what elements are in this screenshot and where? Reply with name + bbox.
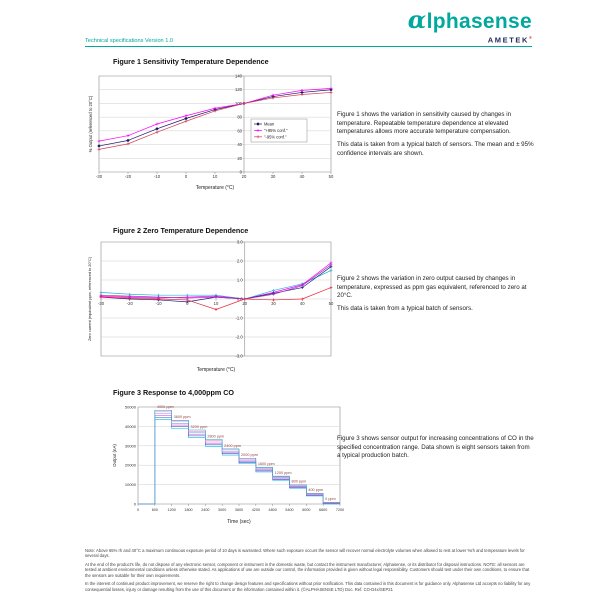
svg-text:-20: -20	[126, 301, 133, 307]
svg-text:0: 0	[239, 169, 242, 175]
svg-text:3200 ppm: 3200 ppm	[190, 424, 208, 429]
svg-text:1200: 1200	[167, 508, 176, 512]
svg-text:1800: 1800	[184, 508, 193, 512]
figure2-description	[337, 275, 534, 318]
document-version-label: Technical specifications Version 1.0	[85, 38, 173, 44]
svg-text:2400: 2400	[201, 508, 210, 512]
svg-text:40000: 40000	[124, 423, 136, 429]
svg-text:"+95% conf.": "+95% conf."	[264, 127, 288, 133]
svg-text:0.0: 0.0	[236, 296, 243, 302]
svg-text:-3.0: -3.0	[235, 353, 243, 359]
svg-text:2400 ppm: 2400 ppm	[224, 443, 242, 448]
brand-wordmark: lphasense	[426, 10, 532, 33]
svg-text:120: 120	[235, 87, 242, 93]
svg-text:Temperature (°C): Temperature (°C)	[196, 367, 236, 373]
svg-text:140: 140	[235, 73, 242, 79]
svg-text:60: 60	[237, 128, 242, 134]
figure1-chart	[85, 72, 335, 196]
svg-text:0: 0	[136, 508, 140, 512]
svg-text:3600: 3600	[234, 508, 244, 512]
svg-text:1.0: 1.0	[236, 277, 243, 283]
figure2-heading: Figure 2 Zero Temperature Dependence	[113, 226, 249, 235]
figure1-caption-1: Figure 1 shows the variation in sensitivity caused by changes in temperature. Repeatable temperature dependence at elevated temperatures allows more accurate temperature compensation.	[337, 111, 512, 136]
svg-text:40: 40	[299, 174, 305, 180]
svg-text:4200: 4200	[251, 508, 260, 512]
svg-text:3600 ppm: 3600 ppm	[173, 415, 191, 420]
registered-mark-icon: ®	[529, 35, 532, 40]
svg-text:20000: 20000	[124, 462, 136, 468]
svg-text:-30: -30	[97, 301, 105, 307]
svg-text:30000: 30000	[124, 443, 136, 449]
svg-text:10000: 10000	[124, 482, 136, 488]
svg-text:50000: 50000	[124, 404, 136, 410]
svg-text:-30: -30	[95, 174, 103, 180]
svg-text:Zero current (equivalent ppm,: Zero current (equivalent ppm, referenced to 20°C)	[88, 256, 92, 342]
svg-text:0 ppm: 0 ppm	[325, 497, 336, 502]
svg-text:10: 10	[213, 301, 219, 307]
svg-text:80: 80	[237, 114, 242, 120]
svg-text:50: 50	[328, 174, 334, 180]
svg-text:Time (sec): Time (sec)	[227, 519, 251, 525]
figure3-chart	[108, 402, 346, 533]
svg-text:Output (nA): Output (nA)	[112, 444, 117, 467]
svg-text:-10: -10	[153, 174, 161, 180]
figure3-caption-1: Figure 3 shows sensor output for increasing concentrations of CO in the specified concentration range. Data shown is eight sensors taken from a typical production batch.	[337, 435, 534, 460]
svg-text:Temperature (°C): Temperature (°C)	[195, 185, 235, 191]
header-divider	[85, 46, 532, 47]
svg-text:7200: 7200	[335, 508, 345, 512]
svg-text:20: 20	[237, 155, 242, 161]
svg-text:6600: 6600	[319, 508, 328, 512]
svg-text:3.0: 3.0	[236, 239, 243, 245]
figure3-description	[337, 435, 534, 465]
svg-text:-20: -20	[124, 174, 132, 180]
figure2-chart	[85, 237, 335, 375]
svg-text:-2.0: -2.0	[235, 334, 243, 340]
figure1-heading: Figure 1 Sensitivity Temperature Dependence	[113, 57, 269, 66]
figure1-description	[337, 111, 534, 162]
svg-text:1600 ppm: 1600 ppm	[257, 462, 275, 467]
svg-text:1200 ppm: 1200 ppm	[274, 470, 292, 475]
svg-text:50: 50	[328, 301, 334, 307]
svg-text:400 ppm: 400 ppm	[308, 488, 324, 493]
svg-text:3000: 3000	[218, 508, 227, 512]
footer-disclaimer: In the interest of continued product improvement, we reserve the right to change design features and specifications without prior notification. This data contained in this document is for guidance only. Alphasense Ltd accepts no liability for any consequential losses, injury or damage resulting from the use of this document or the information contained within it. (©ALPHASENSE LTD) Doc. Ref. CO-D4x/SEP21	[85, 581, 531, 592]
svg-text:2800 ppm: 2800 ppm	[207, 434, 225, 439]
svg-text:0: 0	[133, 501, 136, 507]
svg-text:20: 20	[241, 174, 247, 180]
svg-text:100: 100	[235, 100, 242, 106]
svg-text:30: 30	[270, 174, 276, 180]
svg-text:0: 0	[186, 301, 189, 307]
svg-text:800 ppm: 800 ppm	[291, 479, 307, 484]
figure3-heading: Figure 3 Response to 4,000ppm CO	[113, 388, 235, 397]
svg-text:2.0: 2.0	[236, 258, 243, 264]
svg-text:40: 40	[237, 142, 242, 148]
ametek-logo: AMETEK®	[487, 35, 532, 45]
svg-text:5400: 5400	[285, 508, 294, 512]
svg-text:"-95% conf.": "-95% conf."	[264, 134, 287, 140]
figure2-caption-1: Figure 2 shows the variation in zero output caused by changes in temperature, expressed as ppm gas equivalent, referenced to zero at 20°C.	[337, 275, 527, 300]
figure1-caption-2: This data is taken from a typical batch of sensors. The mean and ± 95% confidence intervals are shown.	[337, 141, 534, 157]
footer-legal-text	[85, 548, 532, 595]
svg-text:-10: -10	[155, 301, 162, 307]
svg-text:40: 40	[299, 301, 305, 307]
svg-text:Mean: Mean	[264, 121, 275, 127]
svg-text:% Output (referenced to 20°C): % Output (referenced to 20°C)	[88, 95, 93, 153]
svg-text:600: 600	[151, 508, 158, 512]
svg-text:4000 ppm: 4000 ppm	[156, 405, 174, 410]
svg-text:20: 20	[242, 301, 248, 307]
svg-text:-1.0: -1.0	[235, 315, 243, 321]
svg-text:10: 10	[212, 174, 218, 180]
svg-text:30: 30	[271, 301, 276, 307]
alpha-glyph-icon: α	[407, 5, 427, 34]
svg-text:2000 ppm: 2000 ppm	[241, 453, 258, 458]
svg-text:0: 0	[184, 174, 188, 180]
svg-text:4800: 4800	[268, 508, 277, 512]
alphasense-logo	[407, 5, 532, 34]
figure2-caption-2: This data is taken from a typical batch of sensors.	[337, 305, 473, 313]
footer-note: Note: Above 65% rh and 40°C a maximum continuous exposure period of 10 days is warranted. Where such exposure occurs the sensor will recover normal electrolyte volumes when allowed to rest at lower %rh and temperature levels for several days.	[85, 548, 525, 559]
svg-text:6000: 6000	[302, 508, 311, 512]
footer-disposal: At the end of the product's life, do not dispose of any electronic sensor, component or instrument in the domestic waste, but contact the instrument manufacturer, Alphasense, or its distributor for disposal instructions. NOTE: all sensors are tested at ambient environmental conditions unless otherwise stated. As applications of use are outside our control, the information provided is given without legal responsibility. Customers should test under their own conditions, to ensure that the sensors are suitable for their own requirements.	[85, 561, 530, 578]
